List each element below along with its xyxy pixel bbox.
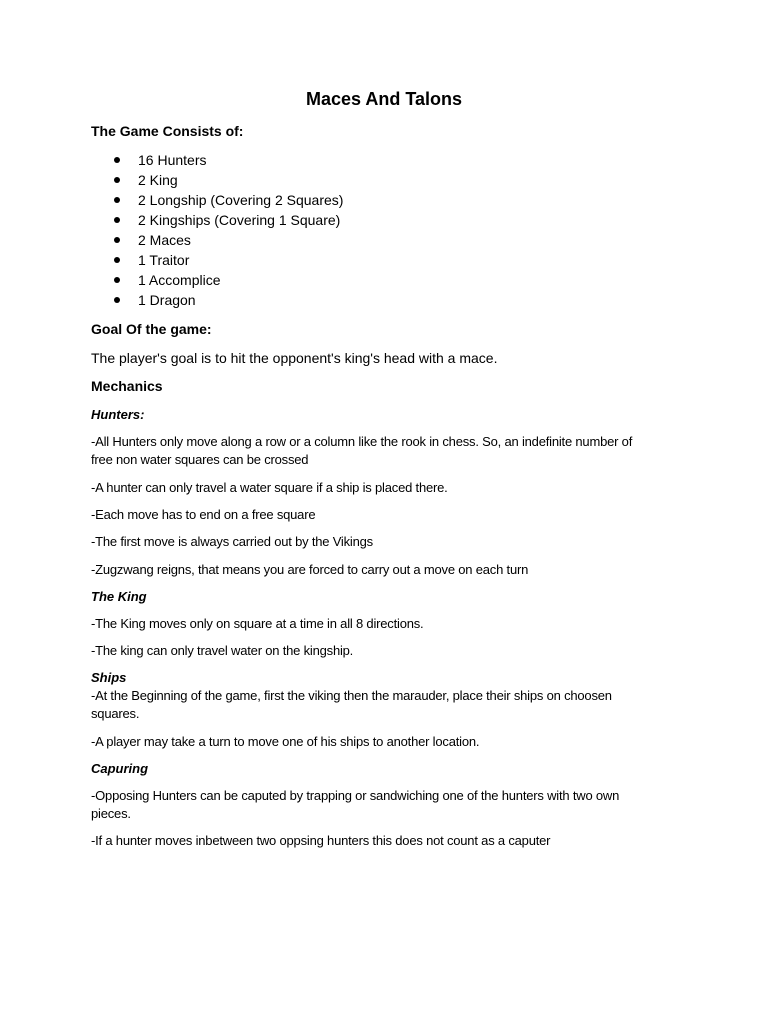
king-rule-1: -The King moves only on square at a time in all 8 directions.	[91, 616, 424, 631]
capturing-heading: Capuring	[91, 761, 149, 776]
mechanics-heading: Mechanics	[91, 378, 163, 394]
bullet-icon	[114, 257, 120, 263]
bullet-icon	[114, 297, 120, 303]
consists-heading: The Game Consists of:	[91, 123, 244, 139]
hunters-rule-3: -Each move has to end on a free square	[91, 507, 316, 522]
ships-rule-1-line-2: squares.	[91, 706, 140, 721]
bullet-icon	[114, 157, 120, 163]
hunters-rule-2: -A hunter can only travel a water square if a ship is placed there.	[91, 480, 448, 495]
bullet-icon	[114, 197, 120, 203]
capturing-rule-2: -If a hunter moves inbetween two oppsing hunters this does not count as a caputer	[91, 833, 551, 848]
hunters-rule-1-line-2: free non water squares can be crossed	[91, 452, 309, 467]
bullet-icon	[114, 237, 120, 243]
document-title: Maces And Talons	[305, 89, 463, 109]
bullet-icon	[114, 177, 120, 183]
ships-rule-1-line-1: -At the Beginning of the game, first the viking then the marauder, place their ships on choosen	[91, 688, 612, 703]
hunters-rule-4: -The first move is always carried out by the Vikings	[91, 534, 373, 549]
goal-text: The player's goal is to hit the opponent's king's head with a mace.	[91, 350, 498, 366]
king-rule-2: -The king can only travel water on the kingship.	[91, 643, 354, 658]
ships-heading: Ships	[91, 670, 127, 685]
hunters-rule-1-line-1: -All Hunters only move along a row or a column like the rook in chess. So, an indefinite number of	[91, 434, 633, 449]
hunters-rule-5: -Zugzwang reigns, that means you are forced to carry out a move on each turn	[91, 562, 529, 577]
capturing-rule-1-line-1: -Opposing Hunters can be caputed by trapping or sandwiching one of the hunters with two own	[91, 788, 620, 803]
document-page: Maces And Talons The Game Consists of: 16 Hunters 2 King 2 Longship (Covering 2 Squares) 2 Kingships (Covering 1 Square) 2 Maces 1 Traitor 1 Accomplice 1 Dragon Goal Of the game: The player's goal is to hit the opponent's king's head with a mace. Mechanics Hunters: -All Hunters only move along a row or a column like the rook in chess. So, an indefinite number of free non water squares can be crossed -A hunter can only travel a water square if a ship is placed there. -Each move has to end on a free square -The first move is always carried out by the Vikings -Zugzwang reigns, that means you are forced to carry out a move on each turn The King -The King moves only on square at a time in all 8 directions. -The king can only travel water on the kingship. Ships -At the Beginning of the game, first the viking then the marauder, place their ships on choosen squares. -A player may take a turn to move one of his ships to another location. Capuring -Opposing Hunters can be caputed by trapping or sandwiching one of the hunters with two own pieces. -If a hunter moves inbetween two oppsing hunters this does not count as a caputer	[0, 0, 768, 1024]
bullet-icon	[114, 277, 120, 283]
bullet-icon	[114, 217, 120, 223]
capturing-rule-1-line-2: pieces.	[91, 806, 131, 821]
ships-rule-2: -A player may take a turn to move one of his ships to another location.	[91, 734, 480, 749]
hunters-heading: Hunters:	[91, 407, 145, 422]
king-heading: The King	[91, 589, 147, 604]
goal-heading: Goal Of the game:	[91, 321, 212, 337]
